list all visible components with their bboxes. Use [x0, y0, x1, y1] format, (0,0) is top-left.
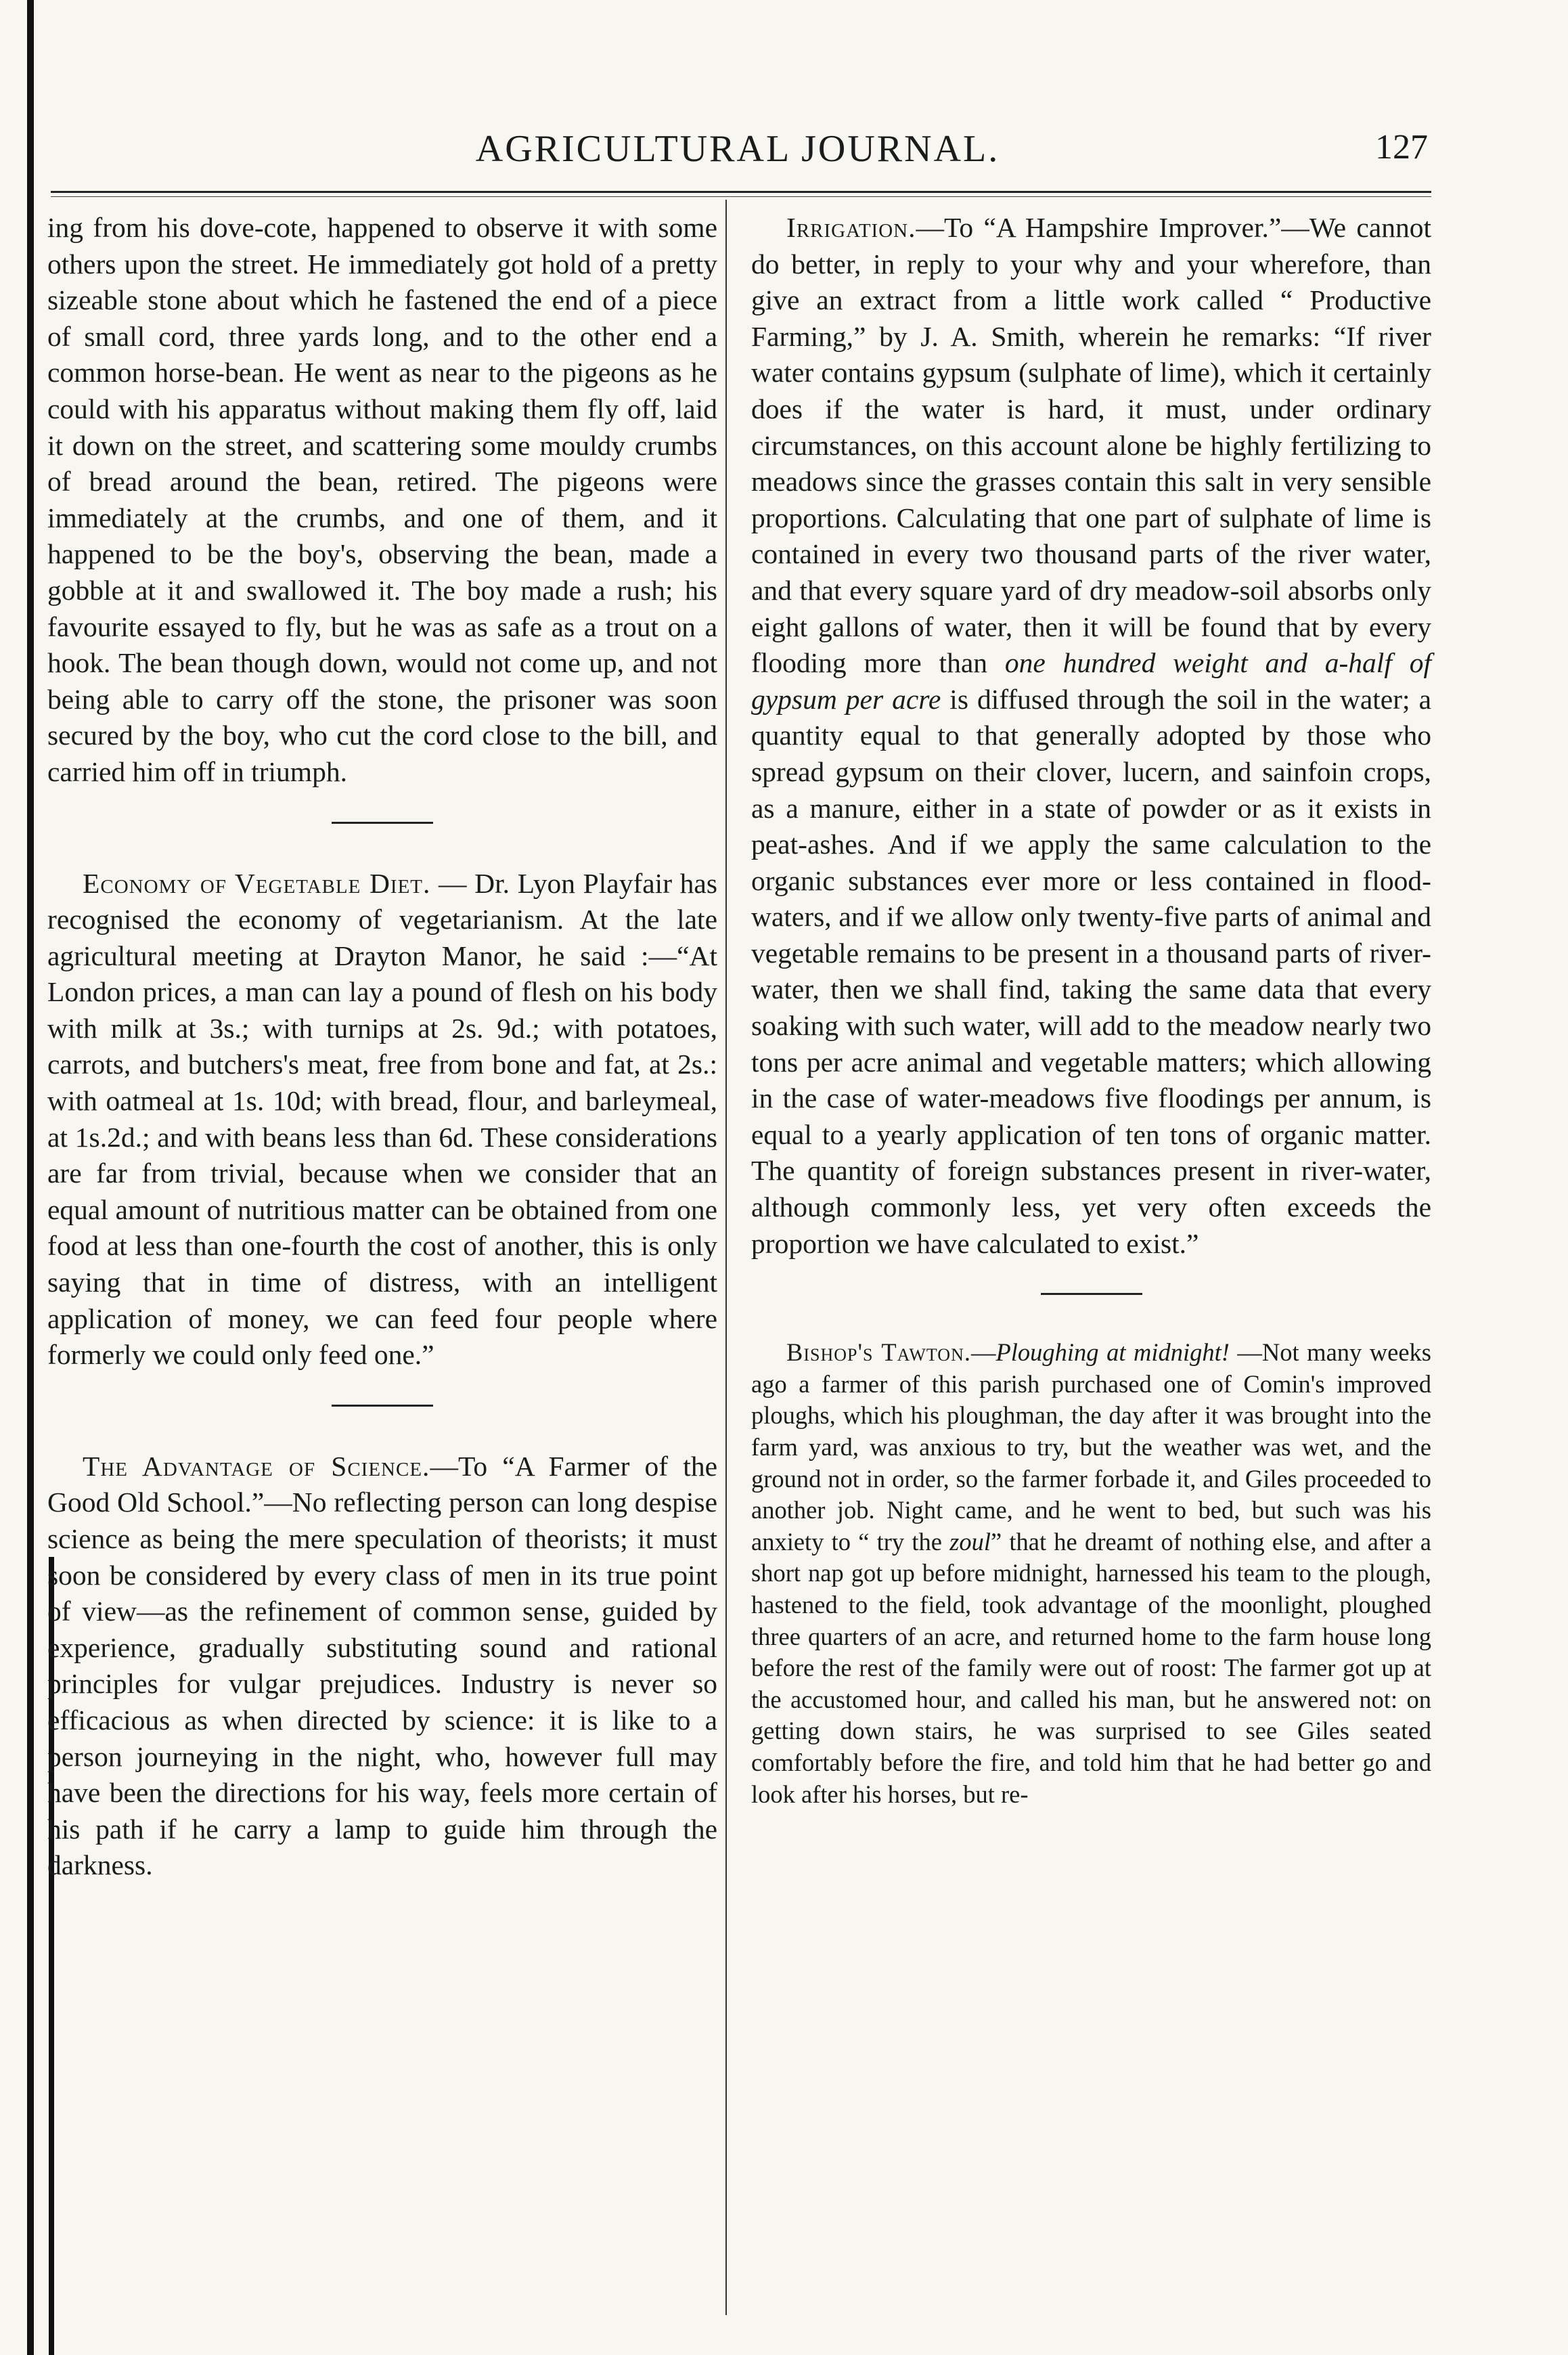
irrigation-heading: Irrigation. [786, 212, 916, 243]
irrigation-article [751, 210, 1431, 1262]
tawton-body-1: —Not many weeks ago a farmer of this parish purchased one of Comin's improved ploughs, which his ploughman, the day after it was brought into the farm yard, was anxious to try, but the weather was wet, and the ground not in order, so the farmer forbade it, and Giles proceeded to another job. Night came, and he went to bed, but such was his anxiety to “ try the [751, 1338, 1431, 1556]
page-number: 127 [1375, 128, 1428, 167]
irrigation-italic: one hundred weight and a-half of gypsum per acre [751, 647, 1431, 715]
tawton-article [751, 1337, 1431, 1810]
section-separator [332, 822, 433, 824]
tawton-subheading: Ploughing at midnight! [995, 1338, 1230, 1367]
economy-heading: Economy of Vegetable Diet. [83, 867, 431, 899]
tawton-zoul: zoul [949, 1527, 991, 1556]
tawton-body-2: ” that he dreamt of nothing else, and after a short nap got up before midnight, harnessed his team to the plough, hastened to the field, took advantage of the moonlight, ploughed three quarters of an acre, and returned home to the farm house long before the rest of the family were out of roost: The farmer got up at the accustomed hour, and called his man, but he answered not: on getting down stairs, he was surprised to see Giles seated comfortably before the fire, and told him that he had better go and look after his horses, but re- [751, 1527, 1431, 1808]
header-rule [51, 191, 1431, 193]
left-column [47, 210, 717, 1884]
running-header [47, 127, 1428, 181]
irrigation-body-1: —To “A Hampshire Improver.”—We cannot do better, in reply to your why and your wherefore, than give an extract from a little work called “ Productive Farming,” by J. A. Smith, wherein he remarks: “If river water contains gypsum (sulphate of lime), which it certainly does if the water is hard, it must, under ordinary circumstances, on this account alone be highly fertilizing to meadows since the grasses contain this salt in very sensible proportions. Calculating that one part of sulphate of lime is contained in every two thousand parts of the river water, and that every square yard of dry meadow-soil absorbs only eight gallons of water, then it will be found that by every flooding more than [751, 212, 1431, 679]
tawton-dash: — [970, 1338, 996, 1367]
header-rule-thin [51, 196, 1431, 197]
science-article [47, 1449, 717, 1884]
page-binding-edge [27, 0, 34, 2355]
pigeon-story-paragraph: ing from his dove-cote, happened to observe it with some others upon the street. He immediately got hold of a pretty sizeable stone about which he fastened the end of a piece of small cord, three yards long, and to the other end a common horse-bean. He went as near to the pigeons as he could with his apparatus without making them fly off, laid it down on the street, and scattering some mouldy crumbs of bread around the bean, retired. The pigeons were immediately at the crumbs, and one of them, and it happened to be the boy's, observing the bean, made a gobble at it and swallowed it. The boy made a rush; his favourite essayed to fly, but he was as safe as a trout on a hook. The bean though down, would not come up, and not being able to carry off the stone, the prisoner was soon secured by the boy, who cut the cord close to the bill, and carried him off in triumph. [47, 212, 717, 787]
tawton-heading: Bishop's Tawton. [786, 1338, 971, 1367]
economy-body: — Dr. Lyon Playfair has recognised the economy of vegetarianism. At the late agricultural meeting at Drayton Manor, he said :—“At London prices, a man can lay a pound of flesh on his body with milk at 3s.; with turnips at 2s. 9d.; with potatoes, carrots, and butchers's meat, free from bone and fat, at 2s.: with oatmeal at 1s. 10d; with bread, flour, and barleymeal, at 1s.2d.; and with beans less than 6d. These considerations are far from trivial, because when we consider that an equal amount of nutritious matter can be obtained from one food at less than one-fourth the cost of another, this is only saying that in time of distress, with an intelligent application of money, we can feed four people where formerly we could only feed one.” [47, 867, 717, 1371]
journal-title: AGRICULTURAL JOURNAL. [475, 128, 1000, 170]
section-separator [1041, 1293, 1142, 1295]
science-body: —To “A Farmer of the Good Old School.”—No reflecting person can long despise science as being the mere speculation of theorists; it must soon be considered by every class of men in its true point of view—as the refinement of common sense, guided by experience, gradually substituting sound and rational principles for vulgar prejudices. Industry is never so efficacious as when directed by science: it is like to a person journeying in the night, who, however full may have been the directions for his way, feels more certain of his path if he carry a lamp to guide him through the darkness. [47, 1450, 717, 1881]
section-separator [332, 1405, 433, 1407]
economy-article [47, 866, 717, 1373]
right-column [751, 210, 1431, 1810]
column-divider [725, 200, 727, 2315]
science-heading: The Advantage of Science. [83, 1450, 430, 1482]
irrigation-body-2: is diffused through the soil in the water; a quantity equal to that generally adopted by those who spread gypsum on their clover, lucern, and sainfoin crops, as a manure, either in a state of powder or as it exists in peat-ashes. And if we apply the same calculation to the organic substances ever more or less contained in flood-waters, and if we allow only twenty-five parts of animal and vegetable remains to be present in a thousand parts of river-water, then we shall find, taking the same data that every soaking with such water, will add to the meadow nearly two tons per acre animal and vegetable matters; which allowing in the case of water-meadows five floodings per annum, is equal to a yearly application of ten tons of organic matter. The quantity of foreign substances present in river-water, although commonly less, yet very often exceeds the proportion we have calculated to exist.” [751, 683, 1431, 1259]
